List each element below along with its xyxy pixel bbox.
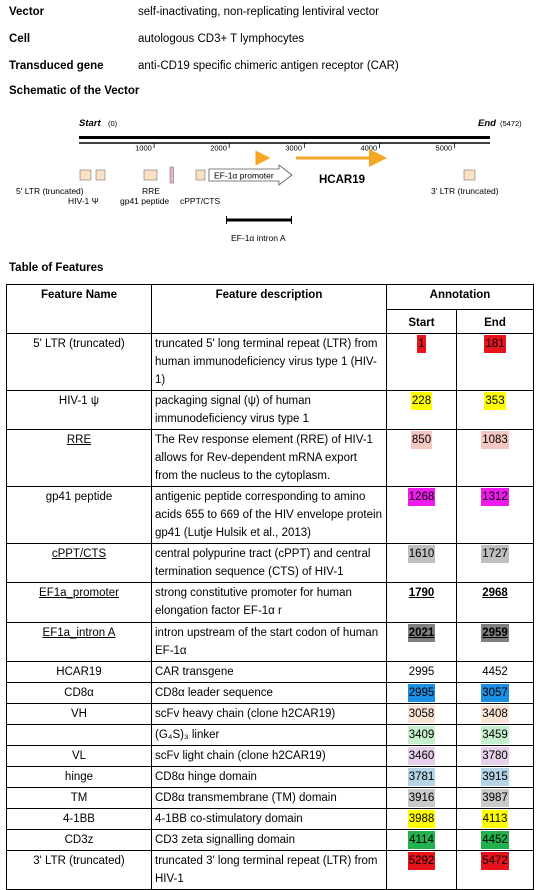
header-end: End: [457, 310, 534, 334]
table-row: [7, 544, 534, 583]
info-key: Vector: [9, 6, 45, 18]
table-row: [7, 788, 534, 809]
feature-description: (G₄S)₃ linker: [152, 725, 387, 746]
table-row: [7, 662, 534, 683]
feature-end: 1083: [481, 431, 509, 449]
tick-label: 2000: [210, 143, 227, 153]
table-row: [7, 704, 534, 725]
feature-start: 4114: [408, 831, 435, 849]
feature-start-cell: [387, 704, 457, 725]
feature-name-cell: [7, 391, 152, 430]
tick-label: 3000: [285, 143, 303, 153]
schematic-title: Schematic of the Vector: [9, 85, 140, 97]
feature-end-cell: [457, 704, 534, 725]
feature-end: 4113: [482, 810, 509, 828]
feature-start: 3058: [408, 705, 436, 723]
feature-name-cell: [7, 809, 152, 830]
feature-name-cell: [7, 430, 152, 487]
end-label: End: [478, 118, 496, 129]
feature-end-cell: [457, 583, 534, 623]
feature-description: CD3 zeta signalling domain: [152, 830, 387, 851]
gp41-label: gp41 peptide: [120, 196, 170, 206]
feature-name[interactable]: EF1a_promoter: [39, 587, 119, 599]
table-row: [7, 746, 534, 767]
feature-end: 3915: [481, 768, 509, 786]
feature-description: scFv heavy chain (clone h2CAR19): [152, 704, 387, 725]
feature-end: 3780: [481, 747, 509, 765]
feature-end: 3057: [481, 684, 509, 702]
header-annotation: Annotation: [387, 285, 534, 310]
intron-label: EF-1α intron A: [231, 233, 286, 243]
feature-description: The Rev response element (RRE) of HIV-1 allows for Rev-dependent mRNA export from the nucleus to the cytoplasm.: [152, 430, 387, 487]
feature-start-cell: [387, 623, 457, 662]
tick-label: 5000: [435, 143, 453, 153]
tick-label: 4000: [360, 143, 378, 153]
feature-start-cell: [387, 662, 457, 683]
header-feature-name: Feature Name: [7, 285, 152, 334]
features-body: [7, 334, 534, 890]
table-row: [7, 725, 534, 746]
info-key: Transduced gene: [9, 60, 104, 72]
hiv-psi-label: HIV-1 Ψ: [68, 196, 99, 206]
info-key: Cell: [9, 33, 31, 45]
feature-start-cell: [387, 767, 457, 788]
feature-start: 1268: [408, 488, 436, 506]
feature-end: 5472: [481, 852, 509, 870]
info-value: anti-CD19 specific chimeric antigen receptor (CAR): [138, 60, 399, 72]
feature-start-cell: [387, 830, 457, 851]
feature-start: 850: [411, 431, 432, 449]
feature-end: 353: [484, 392, 505, 410]
feature-end: 4452: [482, 666, 508, 678]
info-value: autologous CD3+ T lymphocytes: [138, 33, 305, 45]
feature-start-cell: [387, 788, 457, 809]
cppt-label: cPPT/CTS: [180, 196, 221, 206]
header-feature-description: Feature description: [152, 285, 387, 334]
table-row: [7, 430, 534, 487]
feature-start-cell: [387, 391, 457, 430]
feature-description: packaging signal (ψ) of human immunodeficiency virus type 1: [152, 391, 387, 430]
feature-name-cell: [7, 623, 152, 662]
feature-start-cell: [387, 334, 457, 391]
feature-end-cell: [457, 767, 534, 788]
feature-name-cell: [7, 767, 152, 788]
feature-start: 5292: [408, 852, 436, 870]
feature-description: CD8α hinge domain: [152, 767, 387, 788]
rre-box: [144, 170, 157, 180]
feature-description: central polypurine tract (cPPT) and central termination sequence (CTS) of HIV-1: [152, 544, 387, 583]
feature-start-cell: [387, 487, 457, 544]
feature-start: 2995: [408, 684, 436, 702]
feature-end-cell: [457, 851, 534, 890]
feature-end: 1312: [481, 488, 509, 506]
cppt-box: [196, 170, 205, 180]
feature-start-cell: [387, 809, 457, 830]
table-title: Table of Features: [9, 262, 104, 274]
feature-end-cell: [457, 683, 534, 704]
feature-description: truncated 3' long terminal repeat (LTR) from HIV-1: [152, 851, 387, 890]
feature-name[interactable]: EF1a_intron A: [42, 627, 116, 639]
ltr5-label: 5' LTR (truncated): [16, 186, 84, 196]
feature-start-cell: [387, 544, 457, 583]
feature-name-cell: [7, 704, 152, 725]
feature-start: 3460: [408, 747, 436, 765]
feature-name-cell: [7, 544, 152, 583]
feature-end-cell: [457, 662, 534, 683]
feature-start: 3988: [408, 810, 436, 828]
feature-name: VH: [71, 708, 87, 720]
feature-name[interactable]: RRE: [66, 434, 92, 446]
table-row: [7, 583, 534, 623]
feature-start-cell: [387, 746, 457, 767]
feature-start: 1: [417, 335, 425, 353]
feature-name-cell: [7, 725, 152, 746]
feature-description: scFv light chain (clone h2CAR19): [152, 746, 387, 767]
info-value: self-inactivating, non-replicating lentiviral vector: [138, 6, 379, 18]
feature-end-cell: [457, 623, 534, 662]
feature-end-cell: [457, 725, 534, 746]
feature-end: 2968: [482, 587, 508, 599]
feature-end-cell: [457, 830, 534, 851]
table-row: [7, 334, 534, 391]
feature-end-cell: [457, 746, 534, 767]
feature-description: 4-1BB co-stimulatory domain: [152, 809, 387, 830]
table-row: [7, 809, 534, 830]
feature-name: CD3z: [64, 834, 94, 846]
tick-label: 1000: [135, 143, 152, 153]
feature-start: 1610: [408, 545, 436, 563]
feature-end-cell: [457, 391, 534, 430]
feature-end: 2959: [481, 624, 509, 642]
feature-start-cell: [387, 583, 457, 623]
feature-start: 3916: [408, 789, 436, 807]
table-row: [7, 391, 534, 430]
feature-name: CD8α: [64, 687, 94, 699]
feature-start-cell: [387, 683, 457, 704]
feature-start-cell: [387, 725, 457, 746]
feature-end: 4452: [481, 831, 509, 849]
hiv-psi-box: [96, 170, 105, 180]
feature-end: 181: [484, 335, 505, 353]
end-value: (5472): [500, 119, 522, 128]
feature-name: hinge: [64, 771, 94, 783]
feature-description: CAR transgene: [152, 662, 387, 683]
feature-name: HCAR19: [56, 666, 102, 678]
vector-schematic: [0, 110, 538, 250]
table-row: [7, 830, 534, 851]
feature-end-cell: [457, 430, 534, 487]
feature-start: 1790: [408, 587, 435, 599]
start-label: Start: [79, 118, 101, 129]
table-row: [7, 487, 534, 544]
feature-end-cell: [457, 487, 534, 544]
feature-name: HIV-1 ψ: [58, 395, 100, 407]
feature-end-cell: [457, 544, 534, 583]
feature-name-cell: [7, 487, 152, 544]
feature-start: 2021: [408, 624, 436, 642]
feature-end-cell: [457, 334, 534, 391]
feature-name-cell: [7, 830, 152, 851]
feature-name: 3' LTR (truncated): [33, 855, 125, 867]
feature-end: 3408: [481, 705, 509, 723]
feature-name: 5' LTR (truncated): [33, 338, 125, 350]
feature-name-cell: [7, 746, 152, 767]
feature-name: TM: [70, 792, 88, 804]
feature-start: 228: [411, 392, 432, 410]
feature-description: truncated 5' long terminal repeat (LTR) from human immunodeficiency virus type 1 (HIV-1): [152, 334, 387, 391]
feature-name[interactable]: cPPT/CTS: [51, 548, 107, 560]
feature-description: CD8α transmembrane (TM) domain: [152, 788, 387, 809]
feature-name-cell: [7, 583, 152, 623]
gp41-box: [170, 167, 174, 183]
feature-start: 3781: [408, 768, 436, 786]
ltr3-label: 3' LTR (truncated): [431, 186, 499, 196]
feature-start: 3409: [408, 726, 436, 744]
header-start: Start: [387, 310, 457, 334]
feature-name-cell: [7, 851, 152, 890]
promoter-label: EF-1α promoter: [214, 170, 274, 181]
table-row: [7, 683, 534, 704]
ltr3-box: [464, 170, 475, 180]
feature-name: 4-1BB: [63, 813, 95, 825]
feature-start-cell: [387, 851, 457, 890]
feature-end-cell: [457, 788, 534, 809]
feature-name-cell: [7, 334, 152, 391]
feature-name: VL: [71, 750, 87, 762]
tick-group: [135, 143, 454, 153]
features-table: [6, 284, 534, 890]
feature-description: antigenic peptide corresponding to amino acids 655 to 669 of the HIV envelope protein gp41 (Lutje Hulsik et al., 2013): [152, 487, 387, 544]
feature-end: 3987: [481, 789, 509, 807]
ltr5-box: [80, 170, 91, 180]
feature-start-cell: [387, 430, 457, 487]
feature-name-cell: [7, 662, 152, 683]
feature-description: CD8α leader sequence: [152, 683, 387, 704]
table-row: [7, 623, 534, 662]
feature-name-cell: [7, 788, 152, 809]
feature-description: strong constitutive promoter for human elongation factor EF-1α r: [152, 583, 387, 623]
table-row: [7, 851, 534, 890]
start-value: (0): [108, 119, 118, 128]
feature-end-cell: [457, 809, 534, 830]
feature-end: 1727: [481, 545, 509, 563]
feature-description: intron upstream of the start codon of human EF-1α: [152, 623, 387, 662]
feature-name: gp41 peptide: [45, 491, 113, 503]
rre-label: RRE: [142, 186, 160, 196]
feature-end: 3459: [481, 726, 509, 744]
table-row: [7, 767, 534, 788]
feature-start: 2995: [408, 666, 435, 678]
feature-name-cell: [7, 683, 152, 704]
hcar19-label: HCAR19: [319, 174, 366, 186]
